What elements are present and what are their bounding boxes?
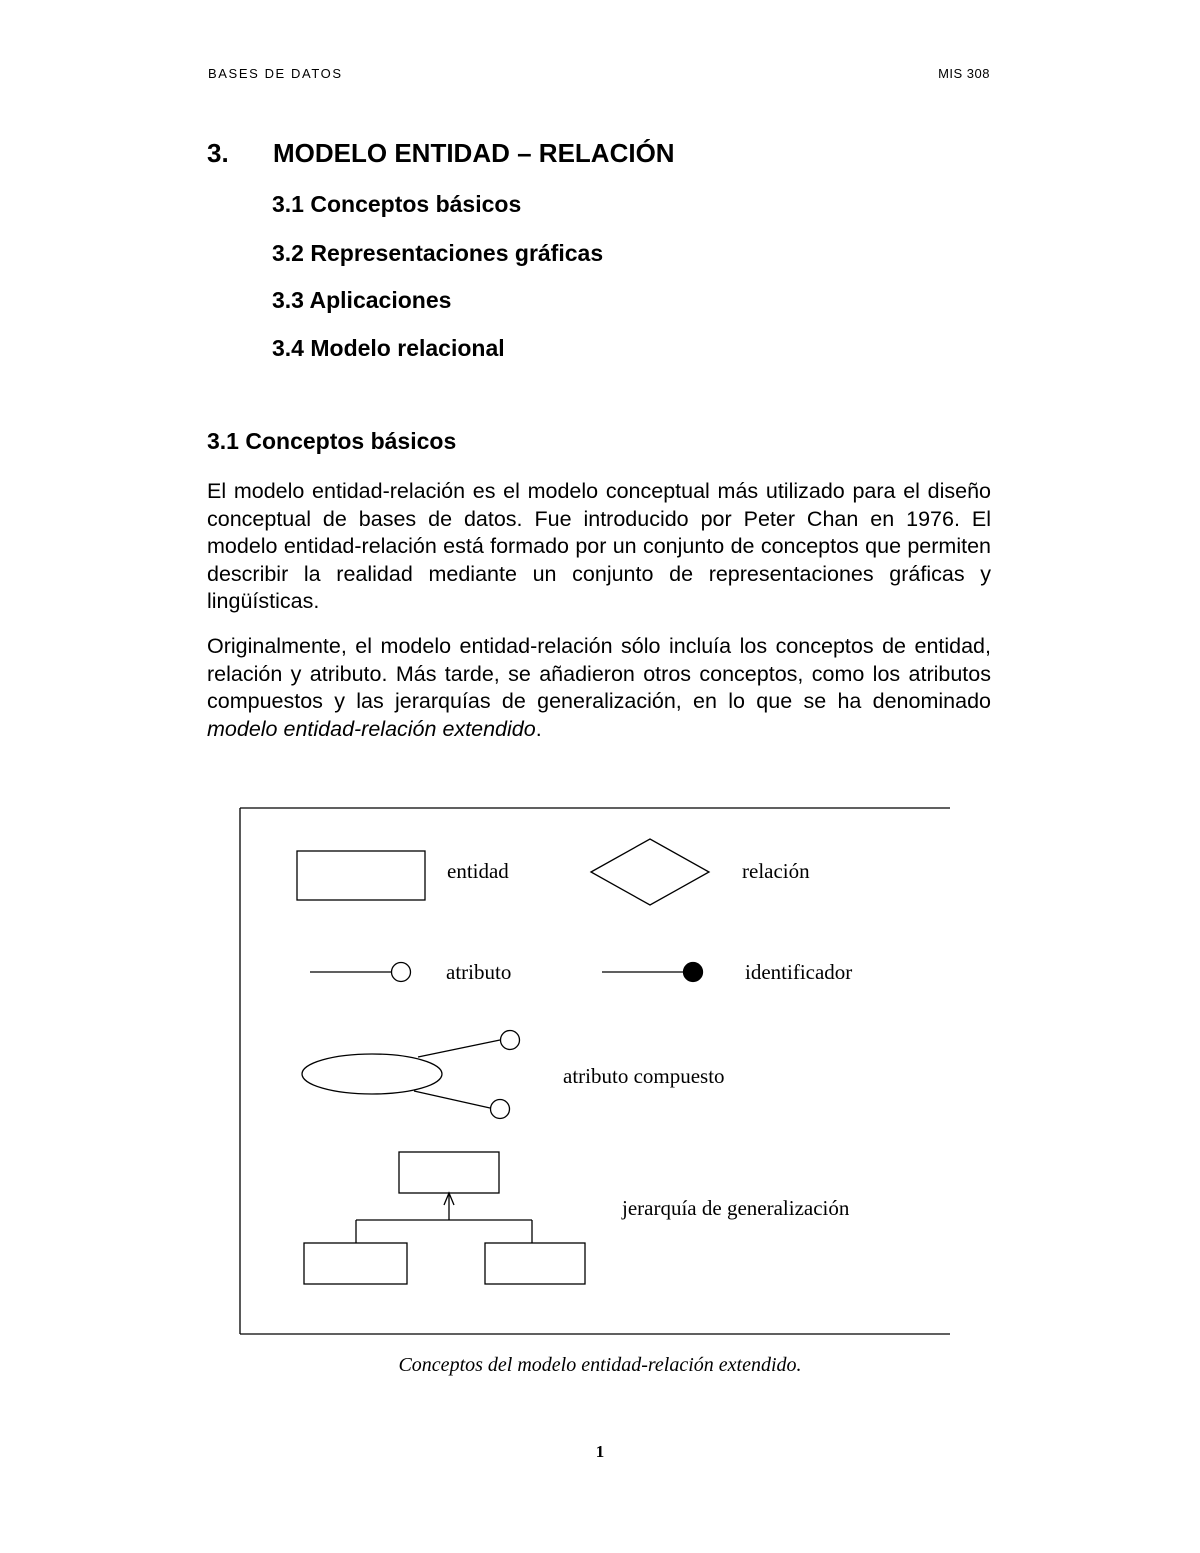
- paragraph-extended: [207, 633, 991, 743]
- label-attribute: atributo: [446, 960, 512, 984]
- chapter-title: MODELO ENTIDAD – RELACIÓN: [273, 138, 675, 168]
- toc-item-conceptos: 3.1 Conceptos básicos: [272, 191, 522, 217]
- paragraph-extended-end: .: [535, 716, 542, 741]
- figure-caption: Conceptos del modelo entidad-relación extendido.: [398, 1354, 802, 1376]
- er-concepts-diagram: [238, 806, 952, 1336]
- label-composite: atributo compuesto: [563, 1064, 725, 1088]
- label-hierarchy: jerarquía de generalización: [622, 1196, 850, 1220]
- running-header-right: MIS 308: [938, 66, 990, 81]
- composite-branch-bottom: [414, 1091, 490, 1108]
- hierarchy-child-right: [485, 1243, 585, 1284]
- relation-symbol: [591, 839, 709, 905]
- hierarchy-child-left: [304, 1243, 407, 1284]
- composite-circle-bottom: [491, 1100, 510, 1119]
- paragraph-extended-text: Originalmente, el modelo entidad-relación sólo incluía los conceptos de entidad, relación y atributo. Más tarde, se añadieron otros conceptos, como los atributos compuestos y las jerarquías de generalización, en lo que se ha denominado: [207, 634, 991, 714]
- toc-item-modelo-relacional: 3.4 Modelo relacional: [272, 335, 505, 361]
- er-concepts-figure: [238, 806, 952, 1336]
- paragraph-intro: El modelo entidad-relación es el modelo conceptual más utilizado para el diseño conceptual de bases de datos. Fue introducido por Peter Chan en 1976. El modelo entidad-relación está formado por un conjunto de conceptos que permiten describir la realidad mediante un conjunto de representaciones gráficas y lingüísticas.: [207, 479, 991, 614]
- chapter-number: 3.: [207, 138, 229, 168]
- paragraph-extended-emphasis: modelo entidad-relación extendido: [207, 716, 536, 741]
- attribute-circle: [392, 963, 411, 982]
- entity-symbol: [297, 851, 425, 900]
- hierarchy-parent: [399, 1152, 499, 1193]
- composite-branch-top: [418, 1040, 500, 1057]
- running-header-left: BASES DE DATOS: [208, 66, 343, 81]
- composite-circle-top: [501, 1031, 520, 1050]
- page-number: 1: [595, 1442, 605, 1461]
- label-identifier: identificador: [745, 960, 853, 984]
- toc-item-aplicaciones: 3.3 Aplicaciones: [272, 287, 452, 313]
- label-entity: entidad: [447, 859, 509, 883]
- composite-ellipse: [302, 1054, 442, 1094]
- label-relation: relación: [742, 859, 810, 883]
- chapter-heading: [207, 138, 675, 169]
- section-heading: 3.1 Conceptos básicos: [207, 428, 457, 454]
- toc-item-representaciones: 3.2 Representaciones gráficas: [272, 240, 604, 266]
- identifier-circle: [684, 963, 703, 982]
